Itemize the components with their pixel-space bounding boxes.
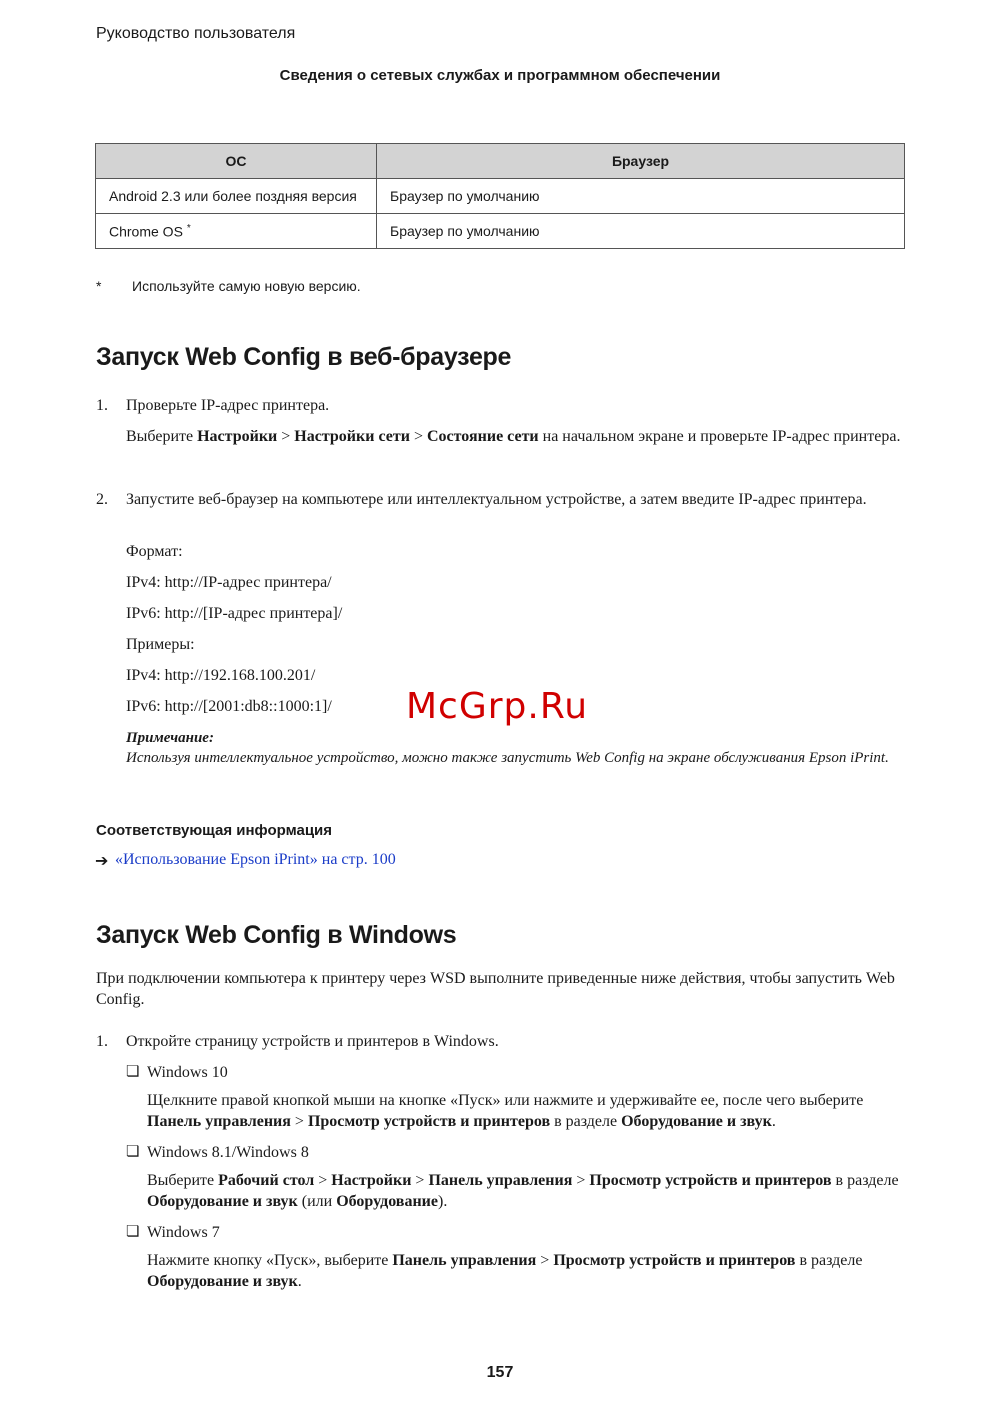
table-header-os: ОС bbox=[96, 144, 377, 179]
note-text: Используя интеллектуальное устройство, можно также запустить Web Config на экране обслуживания Epson iPrint. bbox=[126, 750, 889, 766]
table-cell-browser: Браузер по умолчанию bbox=[377, 214, 905, 249]
examples-label: Примеры: bbox=[126, 636, 195, 653]
windows-8-instructions: Выберите Рабочий стол > Настройки > Панель управления > Просмотр устройств и принтеров в разделе Оборудование и звук (или Оборудование). bbox=[147, 1172, 899, 1210]
checkbox-icon: ❏ bbox=[126, 1144, 140, 1160]
step-number: 1. bbox=[96, 1033, 108, 1050]
step-text: Запустите веб-браузер на компьютере или интеллектуальном устройстве, а затем введите IP-адрес принтера. bbox=[126, 491, 867, 508]
arrow-right-icon: ➔ bbox=[95, 853, 109, 870]
chapter-title: Сведения о сетевых службах и программном обеспечении bbox=[279, 67, 721, 84]
checkbox-icon: ❏ bbox=[126, 1224, 140, 1240]
ipv6-example: IPv6: http://[2001:db8::1000:1]/ bbox=[126, 698, 332, 715]
checkbox-icon: ❏ bbox=[126, 1064, 140, 1080]
table-row bbox=[96, 179, 905, 214]
table-header-row bbox=[96, 144, 905, 179]
step-number: 1. bbox=[96, 397, 108, 414]
ipv4-example: IPv4: http://192.168.100.201/ bbox=[126, 667, 316, 684]
step-text: Откройте страницу устройств и принтеров в Windows. bbox=[126, 1033, 499, 1050]
table-cell-os: Chrome OS * bbox=[96, 214, 377, 249]
note bbox=[126, 728, 906, 768]
ipv6-format: IPv6: http://[IP-адрес принтера]/ bbox=[126, 605, 343, 622]
note-title: Примечание: bbox=[126, 730, 214, 746]
table-row bbox=[96, 214, 905, 249]
os-browser-table bbox=[95, 143, 905, 249]
related-link-epson-iprint[interactable]: «Использование Epson iPrint» на стр. 100 bbox=[115, 851, 396, 868]
page-number: 157 bbox=[486, 1364, 514, 1381]
section-heading-browser: Запуск Web Config в веб-браузере bbox=[96, 343, 512, 371]
step-text: Проверьте IP-адрес принтера. bbox=[126, 397, 330, 414]
footnote-marker: * bbox=[186, 222, 191, 234]
windows-7-instructions: Нажмите кнопку «Пуск», выберите Панель управления > Просмотр устройств и принтеров в разделе Оборудование и звук. bbox=[147, 1252, 863, 1290]
intro-paragraph: При подключении компьютера к принтеру через WSD выполните приведенные ниже действия, чтобы запустить Web Config. bbox=[96, 970, 895, 1008]
manual-title: Руководство пользователя bbox=[96, 25, 296, 42]
windows-10-label: Windows 10 bbox=[147, 1064, 228, 1081]
step-number: 2. bbox=[96, 491, 108, 508]
watermark: McGrp.Ru bbox=[406, 686, 589, 727]
windows-10-instructions: Щелкните правой кнопкой мыши на кнопке «Пуск» или нажмите и удерживайте ее, после чего выберите Панель управления > Просмотр устройств и принтеров в разделе Оборудование и звук. bbox=[147, 1092, 864, 1130]
footnote-text: Используйте самую новую версию. bbox=[132, 278, 361, 294]
table-cell-os: Android 2.3 или более поздняя версия bbox=[96, 179, 377, 214]
related-info-title: Соответствующая информация bbox=[96, 822, 333, 839]
windows-7-label: Windows 7 bbox=[147, 1224, 220, 1241]
footnote-mark: * bbox=[96, 278, 102, 294]
table-cell-browser: Браузер по умолчанию bbox=[377, 179, 905, 214]
step-detail: Выберите Настройки > Настройки сети > Состояние сети на начальном экране и проверьте IP-адрес принтера. bbox=[126, 428, 901, 445]
table-header-browser: Браузер bbox=[377, 144, 905, 179]
ipv4-format: IPv4: http://IP-адрес принтера/ bbox=[126, 574, 332, 591]
format-label: Формат: bbox=[126, 543, 183, 560]
section-heading-windows: Запуск Web Config в Windows bbox=[96, 921, 457, 949]
windows-8-label: Windows 8.1/Windows 8 bbox=[147, 1144, 309, 1161]
